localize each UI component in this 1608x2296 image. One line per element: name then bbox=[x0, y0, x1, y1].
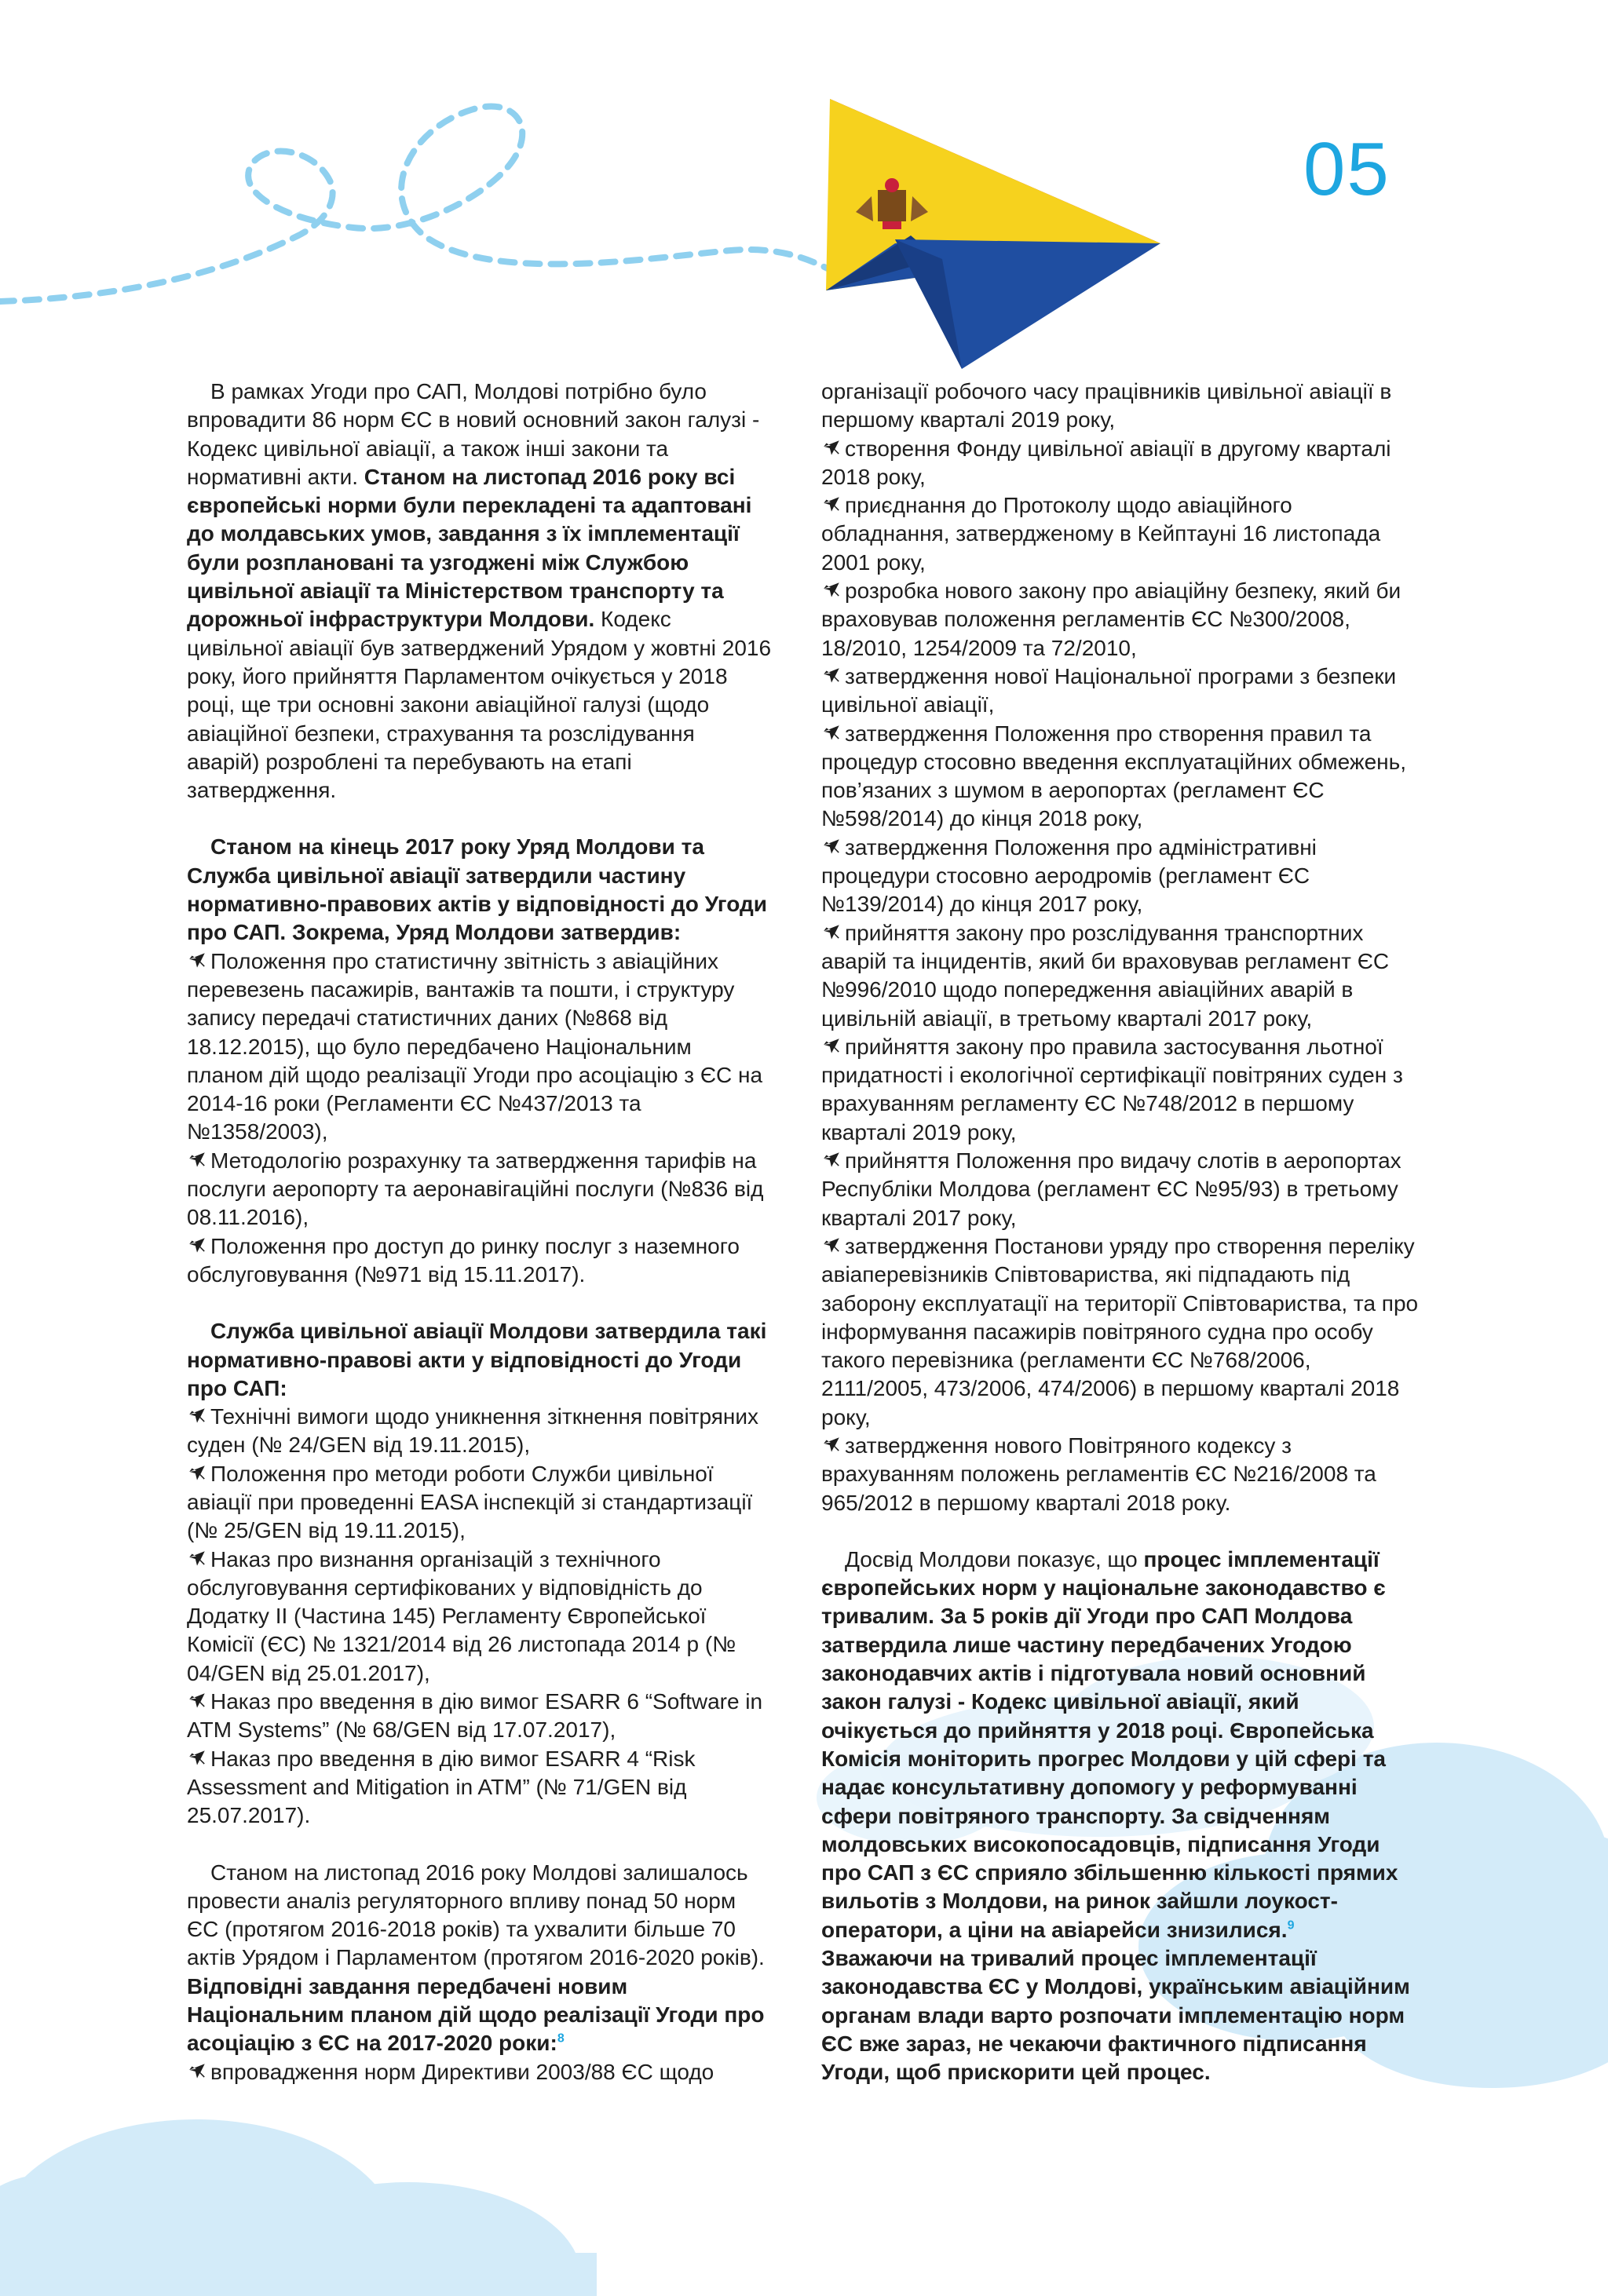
paragraph-conclusion bbox=[821, 1546, 1420, 1944]
paragraph-service-approved: Служба цивільної авіації Молдови затвердила такі нормативно-правові акти у відповідності до Угоди про САП: bbox=[187, 1319, 767, 1400]
paragraph-recommendation: Зважаючи на тривалий процес імплементації законодавства ЄС у Молдові, українським авіаційним органам влади варто розпочати імплементацію норм ЄС вже зараз, не чекаючи фактичного підписання Угоди, щоб прискорити цей процес. bbox=[821, 1946, 1410, 2085]
airplane-icon bbox=[821, 666, 842, 686]
airplane-icon bbox=[187, 951, 207, 971]
airplane-icon bbox=[187, 2061, 207, 2082]
list-item: затвердження нового Повітряного кодексу з врахуванням положень регламентів ЄС №216/2008 та 965/2012 в першому кварталі 2018 року. bbox=[821, 1433, 1376, 1515]
footnote-marker[interactable]: 8 bbox=[557, 2032, 565, 2046]
airplane-icon bbox=[187, 1406, 207, 1426]
paper-plane-flag bbox=[826, 99, 1160, 369]
dashed-flight-path bbox=[0, 106, 832, 301]
airplane-icon bbox=[821, 723, 842, 743]
footnote-marker[interactable]: 9 bbox=[1287, 1918, 1295, 1933]
cloud-bottom-left bbox=[0, 2119, 597, 2296]
list-item: Положення про методи роботи Служби цивільної авіації при проведенні EASA інспекцій зі стандартизації (№ 25/GEN від 19.11.2015), bbox=[187, 1461, 753, 1543]
list-planned-tasks bbox=[821, 435, 1420, 1517]
list-item: Методологію розрахунку та затвердження тарифів на послуги аеропорту та аеронавігаційні послуги (№836 від 08.11.2016), bbox=[187, 1148, 764, 1230]
airplane-icon bbox=[187, 1236, 207, 1256]
airplane-icon bbox=[821, 495, 842, 515]
airplane-icon bbox=[187, 1549, 207, 1569]
airplane-icon bbox=[821, 922, 842, 943]
airplane-icon bbox=[821, 1435, 842, 1455]
list-item: затвердження Положення про створення правил та процедур стосовно введення експлуатаційних обмежень, пов’язаних з шумом в аеропортах (регламент ЄС №598/2014) до кінця 2018 року, bbox=[821, 721, 1406, 831]
airplane-icon bbox=[821, 580, 842, 600]
list-item: Наказ про введення в дію вимог ESARR 6 “Software in ATM Systems” (№ 68/GEN від 17.07.2017), bbox=[187, 1689, 763, 1743]
list-government-acts bbox=[187, 947, 772, 1290]
text-normal: Досвід Молдови показує, що bbox=[845, 1546, 1144, 1571]
list-item: Технічні вимоги щодо уникнення зіткнення повітряних суден (№ 24/GEN від 19.11.2015), bbox=[187, 1404, 759, 1458]
list-item: впровадження норм Директиви 2003/88 ЄС щодо bbox=[187, 2058, 772, 2086]
left-column bbox=[187, 378, 772, 2086]
airplane-icon bbox=[187, 1748, 207, 1769]
airplane-icon bbox=[187, 1691, 207, 1711]
airplane-icon bbox=[821, 1150, 842, 1170]
paragraph-remaining-tasks bbox=[187, 1859, 772, 2058]
airplane-icon bbox=[821, 1236, 842, 1256]
text-normal: Кодекс цивільної авіації був затверджений Урядом у жовтні 2016 року, його прийняття Парламентом очікується у 2018 році, ще три основні закони авіаційної галузі (щодо авіаційної безпеки, страхування та розслідування аварій) розроблені та перебувають на етапі затвердження. bbox=[187, 607, 772, 803]
airplane-icon bbox=[821, 1036, 842, 1057]
list-item: Положення про статистичну звітність з авіаційних перевезень пасажирів, вантажів та пошти, і структуру запису передачі статистичних даних (№868 від 18.12.2015), що було передбачено Національним планом дій щодо реалізації Угоди про асоціацію з ЄС на 2014-16 роки (Регламенти ЄС №437/2013 та №1358/2003), bbox=[187, 948, 763, 1144]
list-item: прийняття закону про розслідування транспортних аварій та інцидентів, який би враховував регламент ЄС №996/2010 щодо попередження авіаційних аварій в цивільній авіації, в третьому кварталі 2017 року, bbox=[821, 920, 1390, 1031]
paragraph-intro bbox=[187, 378, 772, 805]
list-item: розробка нового закону про авіаційну безпеку, який би враховував положення регламентів ЄС №300/2008, 18/2010, 1254/2009 та 72/2010, bbox=[821, 579, 1402, 660]
list-service-acts bbox=[187, 1403, 772, 1830]
airplane-icon bbox=[187, 1150, 207, 1170]
text-bold: Відповідні завдання передбачені новим Національним планом дій щодо реалізації Угоди про асоціацію з ЄС на 2017-2020 роки: bbox=[187, 1973, 765, 2056]
list-item: прийняття закону про правила застосування льотної придатності і екологічної сертифікації повітряних суден з врахуванням регламенту ЄС №748/2012 в першому кварталі 2019 року, bbox=[821, 1034, 1403, 1144]
text-bold: процес імплементації європейських норм у національне законодавство є тривалим. За 5 років дії Угоди про САП Молдова затвердила лише частину передбачених Угодою законодавчих актів і підготувала новий основний закон галузі - Кодекс цивільної авіації, який очікується до прийняття у 2018 році. Європейська Комісія моніторить прогрес Молдови у цій сфері та надає консультативну допомогу у реформуванні сфери повітряного транспорту. За свідченням молдовських високопосадовців, підписання Угоди про САП з ЄС сприяло збільшенню кількості прямих вильотів з Молдови, на ринок зайшли лоукост-оператори, а ціни на авіарейси знизилися. bbox=[821, 1546, 1398, 1942]
list-item: затвердження Постанови уряду про створення переліку авіаперевізників Співтовариства, які підпадають під заборону експлуатації на території Співтовариства, та про інформування пасажирів повітряного судна про особу такого перевізника (регламенти ЄС №768/2006, 2111/2005, 473/2006, 474/2006) в першому кварталі 2018 року, bbox=[821, 1233, 1419, 1429]
list-item: приєднання до Протоколу щодо авіаційного обладнання, затвердженому в Кейптауні 16 листопада 2001 року, bbox=[821, 493, 1381, 575]
text-normal: В рамках Угоди про САП, Молдові потрібно було впровадити 86 норм ЄС в новий основний закон галузі - Кодекс цивільної авіації, а також інші закони та нормативні акти. bbox=[187, 379, 760, 489]
airplane-icon bbox=[821, 837, 842, 857]
text-bold: Станом на листопад 2016 року всі європейські норми були перекладені та адаптовані до молдавських умов, завдання з їх імплементації були розплановані та узгоджені між Службою цивільної авіації та Міністерством транспорту та дорожньої інфраструктури Молдови. bbox=[187, 464, 752, 632]
text-normal: Станом на листопад 2016 року Молдові залишалось провести аналіз регуляторного впливу понад 50 норм ЄС (протягом 2016-2018 років) та ухвалити більше 70 актів Урядом і Парламентом (протягом 2016-2020 років). bbox=[187, 1860, 765, 1970]
paragraph-government-approved: Станом на кінець 2017 року Уряд Молдови та Служба цивільної авіації затвердили частину нормативно-правових актів у відповідності до Угоди про САП. Зокрема, Уряд Молдови затвердив: bbox=[187, 834, 767, 945]
list-item-continuation: організації робочого часу працівників цивільної авіації в першому кварталі 2019 року, bbox=[821, 379, 1392, 433]
list-item: створення Фонду цивільної авіації в другому кварталі 2018 року, bbox=[821, 436, 1391, 489]
airplane-icon bbox=[821, 438, 842, 458]
list-item: Положення про доступ до ринку послуг з наземного обслуговування (№971 від 15.11.2017). bbox=[187, 1233, 740, 1287]
right-column bbox=[821, 378, 1420, 2087]
list-item: затвердження нової Національної програми з безпеки цивільної авіації, bbox=[821, 663, 1397, 717]
list-item: Наказ про введення в дію вимог ESARR 4 “Risk Assessment and Mitigation in ATM” (№ 71/GEN від 25.07.2017). bbox=[187, 1746, 696, 1828]
list-item: затвердження Положення про адміністративні процедури стосовно аеродромів (регламент ЄС №139/2014) до кінця 2017 року, bbox=[821, 834, 1317, 917]
list-item: прийняття Положення про видачу слотів в аеропортах Республіки Молдова (регламент ЄС №95/93) в третьому кварталі 2017 року, bbox=[821, 1148, 1402, 1230]
airplane-icon bbox=[187, 1463, 207, 1484]
page-number: 05 bbox=[1303, 127, 1391, 211]
list-item: Наказ про визнання організацій з технічного обслуговування сертифікованих у відповідність до Додатку II (Частина 145) Регламенту Європейської Комісії (ЄС) № 1321/2014 від 26 листопада 2014 р (№ 04/GEN від 25.01.2017), bbox=[187, 1546, 736, 1685]
